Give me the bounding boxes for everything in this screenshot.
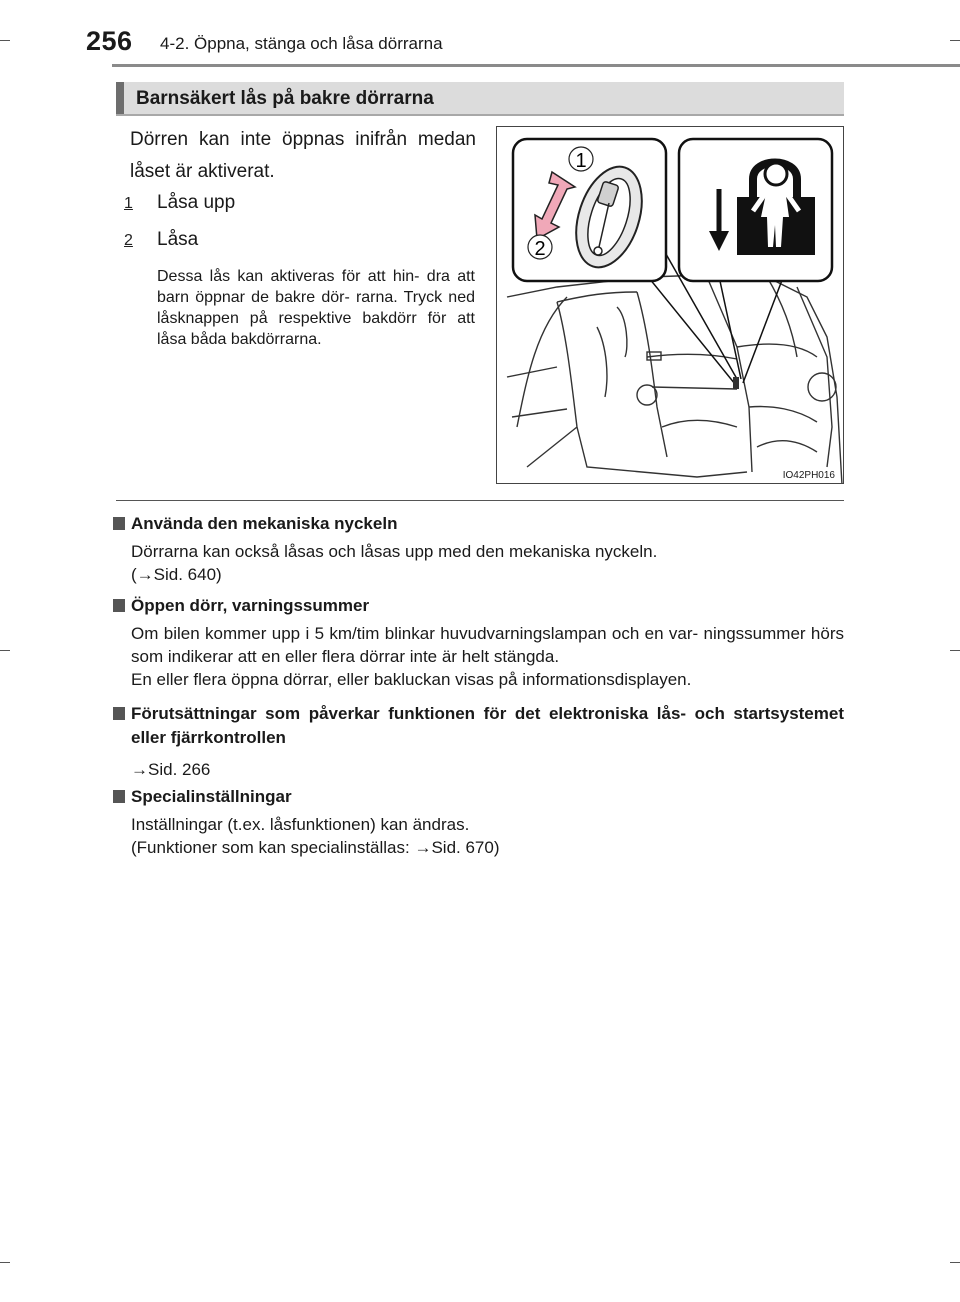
info-item xyxy=(112,594,844,691)
illustration-svg xyxy=(497,127,844,484)
square-bullet-icon xyxy=(113,517,125,530)
crop-mark xyxy=(950,650,960,651)
callout-2 xyxy=(528,235,552,260)
square-bullet-icon xyxy=(113,599,125,612)
intro-text: Dörren kan inte öppnas inifrån medan låset är aktiverat. xyxy=(130,129,476,182)
info-item-title: Använda den mekaniska nyckeln xyxy=(131,514,398,533)
info-item xyxy=(112,512,844,586)
car-door-drawing xyxy=(507,275,842,484)
info-item-title: Specialinställningar xyxy=(131,787,292,806)
svg-text:1: 1 xyxy=(575,150,587,172)
section-tab xyxy=(116,82,124,114)
header-rule xyxy=(112,64,960,67)
crop-mark xyxy=(950,1262,960,1263)
step-label: Låsa upp xyxy=(157,192,236,213)
info-item-line: En eller flera öppna dörrar, eller bakluckan visas på informationsdisplayen. xyxy=(131,670,692,689)
callout-1 xyxy=(569,147,593,172)
lock-lever-on-door xyxy=(733,377,739,389)
info-item xyxy=(112,785,844,859)
crop-mark xyxy=(0,650,10,651)
step-lock xyxy=(124,229,199,251)
info-item-body xyxy=(112,758,844,781)
chapter-title: 4-2. Öppna, stänga och låsa dörrarna xyxy=(160,34,443,53)
crop-mark xyxy=(0,1262,10,1263)
svg-text:2: 2 xyxy=(534,238,546,260)
crop-mark xyxy=(0,40,10,41)
info-item-body xyxy=(112,622,844,691)
info-item-line: Inställningar (t.ex. låsfunktionen) kan ändras. xyxy=(131,815,470,834)
info-item-body xyxy=(112,813,844,859)
info-item-title: Förutsättningar som påverkar funktionen för det elektroniska lås- och startsystemet eller fjärrkontrollen xyxy=(131,704,844,747)
square-bullet-icon xyxy=(113,707,125,720)
step-label: Låsa xyxy=(157,229,199,250)
info-item-line: (→Sid. 640) xyxy=(131,565,222,584)
page-number: 256 xyxy=(86,26,133,56)
info-item-line: Om bilen kommer upp i 5 km/tim blinkar huvudvarningslampan och en var- ningssummer hörs som indikerar att en eller flera dörrar inte är helt stängda. xyxy=(131,624,844,666)
pointer-line xyxy=(743,267,787,383)
info-item-title: Öppen dörr, varningssummer xyxy=(131,596,370,615)
info-item-line: Dörrarna kan också låsas och låsas upp med den mekaniska nyckeln. xyxy=(131,542,658,561)
info-item-heading xyxy=(112,512,844,536)
info-item-line: →Sid. 266 xyxy=(131,760,211,779)
info-item xyxy=(112,702,844,781)
step-number: 1 xyxy=(124,195,133,212)
step-number: 2 xyxy=(124,232,133,249)
info-item-line: (Funktioner som kan specialinställas: →Sid. 670) xyxy=(131,838,500,857)
info-item-heading xyxy=(112,702,844,750)
child-lock-illustration xyxy=(496,126,844,484)
section-heading-bar xyxy=(116,82,844,116)
info-item-heading xyxy=(112,785,844,809)
note-text: Dessa lås kan aktiveras för att hin- dra att barn öppnar de bakre dör- rarna. Tryck ned låsknappen på respektive bakdörr för att låsa båda bakdörrarna. xyxy=(157,268,475,348)
info-item-body xyxy=(112,540,844,586)
step-unlock xyxy=(124,192,236,214)
crop-mark xyxy=(950,40,960,41)
section-title: Barnsäkert lås på bakre dörrarna xyxy=(136,88,434,109)
info-item-heading xyxy=(112,594,844,618)
pointer-line xyxy=(717,267,741,379)
square-bullet-icon xyxy=(113,790,125,803)
section-divider xyxy=(116,500,844,501)
figure-code: IO42PH016 xyxy=(782,470,835,481)
